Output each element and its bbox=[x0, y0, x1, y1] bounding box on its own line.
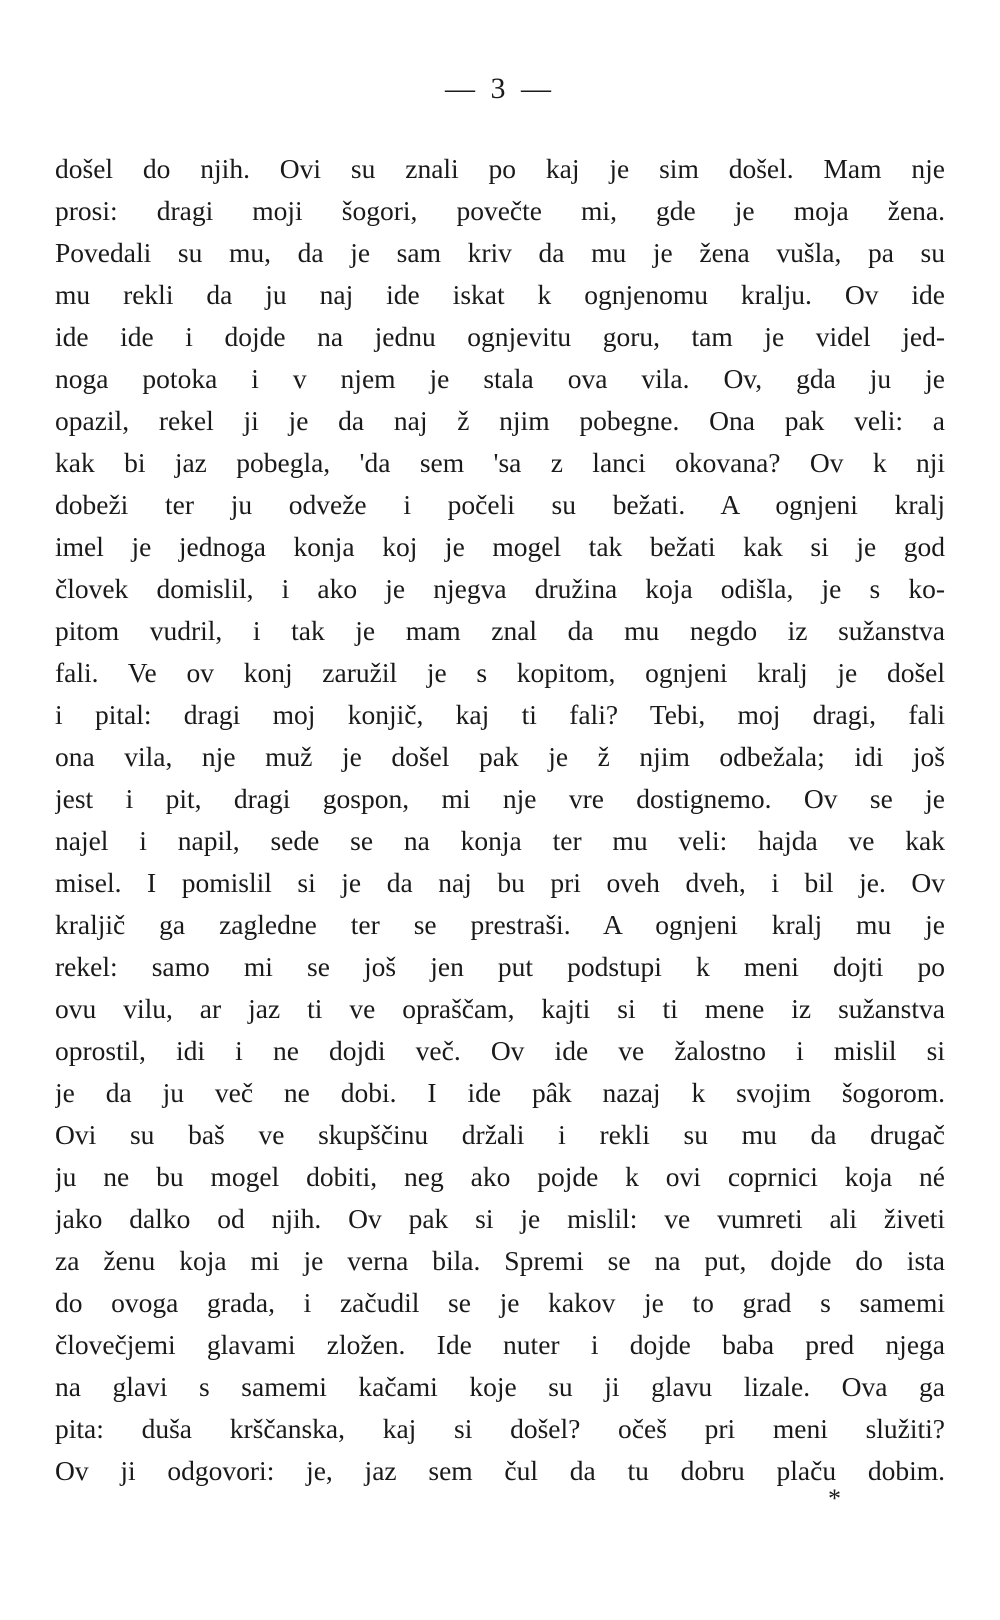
page-number: — 3 — bbox=[445, 72, 555, 105]
text-line: človečjemi glavami zložen. Ide nuter i dojde baba pred njega bbox=[55, 1329, 945, 1360]
text-line: ovu vilu, ar jaz ti ve opraščam, kajti si ti mene iz sužanstva bbox=[55, 993, 945, 1024]
text-line: rekel: samo mi se još jen put podstupi k meni dojti po bbox=[55, 951, 945, 982]
text-line: Ovi su baš ve skupščinu držali i rekli su mu da drugač bbox=[55, 1119, 945, 1150]
text-line: prosi: dragi moji šogori, povečte mi, gde je moja žena. bbox=[55, 195, 945, 226]
body-text bbox=[55, 148, 945, 1492]
text-line: imel je jednoga konja koj je mogel tak bežati kak si je god bbox=[55, 531, 945, 562]
asterisk-mark: * bbox=[828, 1484, 841, 1513]
text-line: opazil, rekel ji je da naj ž njim pobegne. Ona pak veli: a bbox=[55, 405, 945, 436]
text-line: kraljič ga zagledne ter se prestraši. A ognjeni kralj mu je bbox=[55, 909, 945, 940]
text-line: za ženu koja mi je verna bila. Spremi se na put, dojde do ista bbox=[55, 1245, 945, 1276]
text-line: Povedali su mu, da je sam kriv da mu je žena vušla, pa su bbox=[55, 237, 945, 268]
text-line: došel do njih. Ovi su znali po kaj je sim došel. Mam nje bbox=[55, 153, 945, 184]
text-line: mu rekli da ju naj ide iskat k ognjenomu kralju. Ov ide bbox=[55, 279, 945, 310]
text-line: pitom vudril, i tak je mam znal da mu negdo iz sužanstva bbox=[55, 615, 945, 646]
text-line: dobeži ter ju odveže i počeli su bežati. A ognjeni kralj bbox=[55, 489, 945, 520]
text-line: ona vila, nje muž je došel pak je ž njim odbežala; idi još bbox=[55, 741, 945, 772]
text-line: noga potoka i v njem je stala ova vila. Ov, gda ju je bbox=[55, 363, 945, 394]
text-line: na glavi s samemi kačami koje su ji glavu lizale. Ova ga bbox=[55, 1371, 945, 1402]
text-line: jako dalko od njih. Ov pak si je mislil: ve vumreti ali živeti bbox=[55, 1203, 945, 1234]
text-line: fali. Ve ov konj zaružil je s kopitom, ognjeni kralj je došel bbox=[55, 657, 945, 688]
text-line: pita: duša krščanska, kaj si došel? očeš pri meni služiti? bbox=[55, 1413, 945, 1444]
text-line: človek domislil, i ako je njegva družina koja odišla, je s ko- bbox=[55, 573, 945, 604]
text-line: do ovoga grada, i začudil se je kakov je to grad s samemi bbox=[55, 1287, 945, 1318]
text-line: misel. I pomislil si je da naj bu pri oveh dveh, i bil je. Ov bbox=[55, 867, 945, 898]
text-line: oprostil, idi i ne dojdi več. Ov ide ve žalostno i mislil si bbox=[55, 1035, 945, 1066]
text-line: ju ne bu mogel dobiti, neg ako pojde k ovi coprnici koja né bbox=[55, 1161, 945, 1192]
text-line: Ov ji odgovori: je, jaz sem čul da tu dobru plaču dobim. bbox=[55, 1455, 945, 1486]
text-line: jest i pit, dragi gospon, mi nje vre dostignemo. Ov se je bbox=[55, 783, 945, 814]
text-line: najel i napil, sede se na konja ter mu veli: hajda ve kak bbox=[55, 825, 945, 856]
text-line: kak bi jaz pobegla, 'da sem 'sa z lanci okovana? Ov k nji bbox=[55, 447, 945, 478]
text-line: i pital: dragi moj konjič, kaj ti fali? Tebi, moj dragi, fali bbox=[55, 699, 945, 730]
text-line: ide ide i dojde na jednu ognjevitu goru, tam je videl jed- bbox=[55, 321, 945, 352]
text-line: je da ju več ne dobi. I ide pâk nazaj k svojim šogorom. bbox=[55, 1077, 945, 1108]
